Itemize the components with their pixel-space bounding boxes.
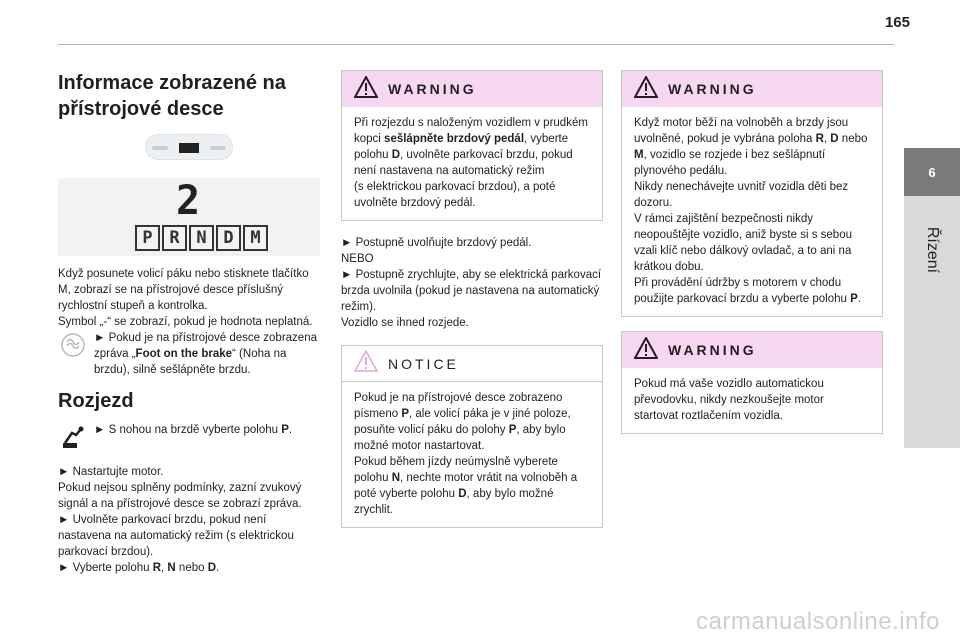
warning-text [634, 115, 870, 179]
warning-header [622, 332, 882, 368]
gear-d: D [207, 562, 217, 574]
body-paragraph: Když posunete volicí páku nebo stisknete tlačítko M, zobrazí se na přístrojové desce příslušný rychlostní stupeň a kontrolka. [58, 268, 309, 312]
notice-j: , aby bylo možné zrychlit. [354, 488, 554, 516]
step5-sep: , [161, 562, 168, 574]
notice-gear-n: N [391, 472, 401, 484]
warning-box [621, 70, 883, 317]
column-3 [621, 70, 883, 448]
warning-body [342, 107, 602, 220]
notice-gear-d: D [458, 488, 467, 500]
body-paragraph: Pokud nejsou splněny podmínky, zazní zvukový signál a na přístrojové desce se zobrazí zpráva. [58, 482, 302, 510]
w1-p4-end: . [857, 293, 861, 305]
gear-n: N [167, 562, 176, 574]
section-heading-start: Rozjezd [58, 390, 134, 412]
w1-gear-p: P [850, 293, 858, 305]
warning-header [342, 71, 602, 107]
warning-triangle-icon [634, 337, 658, 364]
gear-letter-d: D [216, 225, 241, 251]
note-with-icon [58, 330, 320, 378]
step-select-p [94, 422, 292, 452]
warning-title: WARNING [388, 81, 477, 97]
warning-title: WARNING [668, 342, 757, 358]
warning-text-2: Nikdy nenechávejte uvnitř vozidla děti bez dozoru. [634, 181, 849, 209]
column-2 [341, 70, 603, 542]
warning-text-3: V rámci zajištění bezpečnosti nikdy neopouštějte vozidlo, aniž byste si s sebou vzali klíč nebo dálkový ovladač, a to ani na krátkou dobu. [634, 213, 852, 273]
warning-text-c: , vyberte polohu [354, 133, 569, 161]
instrument-panel-icon [58, 134, 320, 172]
gear-letter-m: M [243, 225, 268, 251]
or-label: NEBO [341, 253, 374, 265]
warning-gear-d: D [391, 149, 401, 161]
warning-box-2 [621, 331, 883, 434]
info-circle-icon [58, 330, 88, 360]
w1-a: Když motor běží na volnoběh a brzdy jsou uvolněné, pokud je vybrána poloha [634, 117, 849, 145]
chapter-title: Řízení [924, 226, 941, 274]
w1-sep: , [823, 133, 831, 145]
notice-f: Pokud během jízdy neúmyslně vyberete polohu [354, 456, 558, 484]
foot-brake-icon [58, 422, 88, 452]
gear-letter-n: N [189, 225, 214, 251]
notice-body [342, 382, 602, 527]
foot-note-message: Foot on the brake [135, 348, 233, 360]
step-start-engine: ► Nastartujte motor. [58, 466, 164, 478]
step-release-brake: ► Uvolněte parkovací brzdu, pokud není nastavena na automatický režim (s elektrickou parkovací brzdou). [58, 514, 294, 558]
warning-text-2: (s elektrickou parkovací brzdou), a poté uvolněte brzdový pedál. [354, 181, 556, 209]
warning-triangle-icon [354, 76, 378, 103]
gear-letters [135, 225, 268, 251]
foot-on-brake-note [94, 330, 320, 378]
step1-text: ► S nohou na brzdě vyberte polohu [94, 424, 282, 436]
warning-text-bold: sešlápněte brzdový pedál [384, 133, 525, 145]
step5-or: nebo [175, 562, 208, 574]
w1-gear-d: D [830, 133, 839, 145]
warning-triangle-icon [634, 76, 658, 103]
notice-c: , ale volicí páka je v jiné poloze, posuňte volicí páku do polohy [354, 408, 571, 436]
step1-end: . [288, 424, 293, 436]
warning-title: WARNING [668, 81, 757, 97]
warning-text-a: Při rozjezdu s naloženým vozidlem v prudkém kopci [354, 117, 588, 145]
warning-text-4 [634, 275, 870, 307]
chapter-number: 6 [904, 148, 960, 196]
gear-r: R [152, 562, 162, 574]
w1-g: , vozidlo se rozjede i bez sešlápnutí plynového pedálu. [634, 149, 826, 177]
step-accelerate: ► Postupně zrychlujte, aby se elektrická parkovací brzda uvolnila (pokud je nastavena na automatický režim). [341, 269, 602, 313]
w1-or: nebo [838, 133, 868, 145]
notice-title: NOTICE [388, 355, 459, 372]
body-paragraph: Vozidlo se ihned rozjede. [341, 317, 469, 329]
notice-text-2 [354, 454, 590, 518]
page-number: 165 [884, 14, 910, 31]
notice-a: Pokud je na přístrojové desce zobrazeno písmeno [354, 392, 563, 420]
step-release-pedal: ► Postupně uvolňujte brzdový pedál. [341, 237, 532, 249]
watermark: carmanualsonline.info [696, 608, 940, 635]
w1-p4-a: Při provádění údržby s motorem v chodu použijte parkovací brzdu a vyberte polohu [634, 277, 851, 305]
notice-text [354, 390, 590, 454]
step5-end: . [216, 562, 220, 574]
gear-digit: 2 [175, 178, 201, 224]
warning-body [622, 107, 882, 316]
body-paragraph: Symbol „-“ se zobrazí, pokud je hodnota neplatná. [58, 316, 313, 328]
step-select-gear [58, 560, 320, 576]
notice-h: , nechte motor vrátit na volnoběh a poté vyberte polohu [354, 472, 578, 500]
step5-text: ► Vyberte polohu [58, 562, 153, 574]
notice-e: , aby bylo možné motor nastartovat. [354, 424, 566, 452]
w1-gear-r: R [815, 133, 824, 145]
gear-indicator-display [58, 178, 320, 256]
warning-box [341, 70, 603, 221]
warning-text [354, 115, 590, 179]
warning-text-e: , uvolněte parkovací brzdu, pokud není nastavena na automatický režim [354, 149, 573, 177]
column-1 [58, 70, 320, 576]
notice-header [342, 346, 602, 382]
foot-note-text: ► Pokud je na přístrojové desce zobrazena zpráva „ [94, 332, 317, 360]
warning-body [622, 368, 882, 433]
notice-triangle-icon [354, 350, 378, 377]
section-heading-dashboard-info: Informace zobrazené na přístrojové desce [58, 72, 286, 120]
notice-gear-p2: P [508, 424, 517, 436]
step1-gear: P [281, 424, 289, 436]
gear-letter-p: P [135, 225, 160, 251]
warning-text: Pokud má vaše vozidlo automatickou převodovku, nikdy nezkoušejte motor startovat roztlačením vozidla. [634, 378, 824, 422]
step-with-icon [58, 422, 320, 452]
notice-gear-p: P [401, 408, 409, 420]
notice-box [341, 345, 603, 528]
warning-header [622, 71, 882, 107]
gear-letter-r: R [162, 225, 187, 251]
w1-gear-m: M [634, 149, 644, 161]
foot-note-text-end: “ (Noha na brzdu), silně sešlápněte brzdu. [94, 348, 287, 376]
header-rule [58, 44, 894, 45]
